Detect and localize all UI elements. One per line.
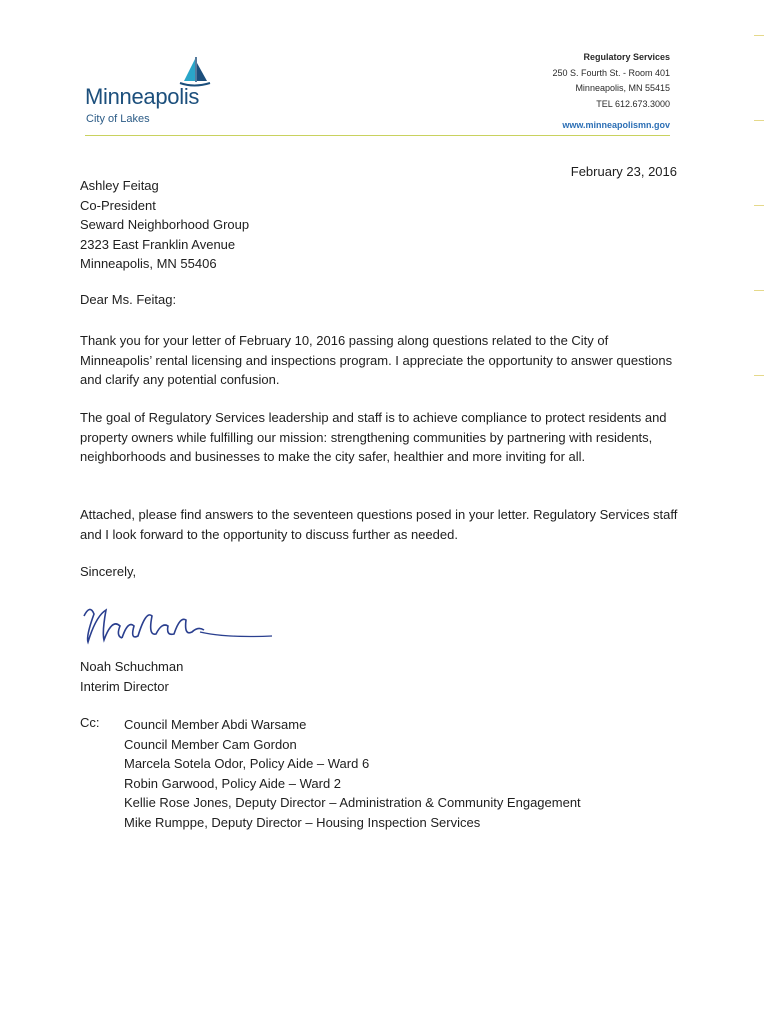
signer-block <box>80 657 183 696</box>
signer-title: Interim Director <box>80 678 169 694</box>
phone-number: TEL 612.673.3000 <box>596 98 670 109</box>
recipient-address-block <box>80 176 249 274</box>
closing: Sincerely, <box>80 564 137 579</box>
recipient-title: Co-President <box>80 197 156 213</box>
address-line-1: 250 S. Fourth St. - Room 401 <box>552 67 670 78</box>
body-paragraph-1: Thank you for your letter of February 10, 2016 passing along questions related to the City of Minneapolis’ rental licensing and inspections program. I appreciate the opportunity to answer questions and clarify any potential confusion. <box>80 333 673 387</box>
body-paragraph-3: Attached, please find answers to the seventeen questions posed in your letter. Regulatory Services staff and I look forward to the opportunity to discuss further as needed. <box>80 507 678 542</box>
cc-recipient: Kellie Rose Jones, Deputy Director – Administration & Community Engagement <box>124 795 581 810</box>
cc-list <box>124 715 581 832</box>
scan-edge-mark <box>754 290 764 291</box>
address-line-2: Minneapolis, MN 55415 <box>575 83 670 93</box>
city-name: Minneapolis <box>85 84 200 109</box>
cc-label: Cc: <box>80 715 100 730</box>
recipient-city-state-zip: Minneapolis, MN 55406 <box>80 256 217 271</box>
scan-edge-mark <box>754 35 764 36</box>
city-tagline: City of Lakes <box>86 113 150 125</box>
cc-recipient: Council Member Abdi Warsame <box>124 717 307 732</box>
signer-name: Noah Schuchman <box>80 659 184 674</box>
letterhead-divider <box>85 135 670 136</box>
department-name: Regulatory Services <box>583 52 670 62</box>
cc-recipient: Marcela Sotela Odor, Policy Aide – Ward 6 <box>124 756 370 771</box>
salutation: Dear Ms. Feitag: <box>80 292 177 307</box>
scan-edge-mark <box>754 120 764 121</box>
scan-edge-mark <box>754 205 764 206</box>
scan-edge-mark <box>754 375 764 376</box>
recipient-street: 2323 East Franklin Avenue <box>80 236 236 252</box>
cc-recipient: Robin Garwood, Policy Aide – Ward 2 <box>124 775 342 791</box>
letterhead-contact <box>552 50 670 134</box>
letter-date: February 23, 2016 <box>570 164 677 179</box>
handwritten-signature <box>76 596 276 656</box>
recipient-organization: Seward Neighborhood Group <box>80 217 250 232</box>
cc-recipient: Mike Rumppe, Deputy Director – Housing Inspection Services <box>124 814 481 830</box>
website-link[interactable]: www.minneapolismn.gov <box>562 120 670 130</box>
body-paragraph-2: The goal of Regulatory Services leadership and staff is to achieve compliance to protect residents and property owners while fulfilling our mission: strengthening communities by partnering with residents, neighborhoods and businesses to make the city safer, healthier and more inviting for all. <box>80 410 667 464</box>
cc-recipient: Council Member Cam Gordon <box>124 736 297 752</box>
recipient-name: Ashley Feitag <box>80 178 159 193</box>
